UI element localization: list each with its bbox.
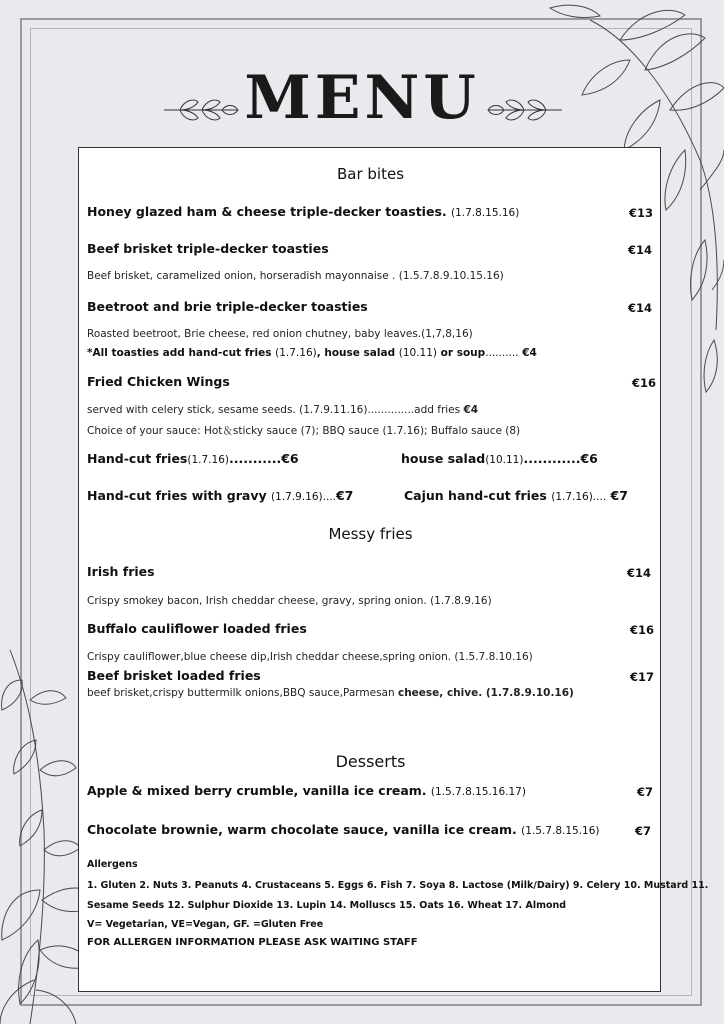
menu-card bbox=[78, 147, 709, 992]
price-buffalo-fries: €16 bbox=[630, 623, 655, 637]
menu-item-hand-cut-fries: Hand-cut fries(1.7.16)...........€6 bbox=[87, 451, 299, 466]
desc-beetroot-toastie: Roasted beetroot, Brie cheese, red onion chutney, baby leaves.(1,7,8,16) bbox=[87, 328, 473, 340]
menu-item-beetroot-toastie: Beetroot and brie triple-decker toasties bbox=[87, 299, 368, 314]
section-heading-messy-fries: Messy fries bbox=[328, 525, 413, 543]
menu-item-chicken-wings: Fried Chicken Wings bbox=[87, 374, 230, 389]
toastie-addon-note: *All toasties add hand-cut fries (1.7.16), house salad (10.11) or soup.......... €4 bbox=[87, 347, 537, 359]
diet-key: V= Vegetarian, VE=Vegan, GF. =Gluten Free bbox=[87, 919, 324, 930]
section-heading-bar-bites: Bar bites bbox=[336, 165, 405, 183]
price-brisket-fries: €17 bbox=[630, 670, 655, 684]
menu-item-buffalo-fries: Buffalo cauliflower loaded fries bbox=[87, 621, 307, 636]
menu-item-brownie: Chocolate brownie, warm chocolate sauce, vanilla ice cream. (1.5.7.8.15.16) bbox=[87, 822, 600, 837]
desc-brisket-fries: beef brisket,crispy buttermilk onions,BBQ sauce,Parmesan cheese, chive. (1.7.8.9.10.16) bbox=[87, 687, 574, 699]
menu-item-crumble: Apple & mixed berry crumble, vanilla ice cream. (1.5.7.8.15.16.17) bbox=[87, 783, 526, 798]
price-brisket-toastie: €14 bbox=[628, 243, 653, 257]
desc-buffalo-fries: Crispy cauliflower,blue cheese dip,Irish cheddar cheese,spring onion. (1.5.7.8.10.16) bbox=[87, 651, 533, 663]
price-crumble: €7 bbox=[637, 785, 654, 799]
menu-title: MENU bbox=[244, 63, 480, 133]
menu-item-irish-fries: Irish fries bbox=[87, 564, 155, 579]
desc-irish-fries: Crispy smokey bacon, Irish cheddar cheese, gravy, spring onion. (1.7.8.9.16) bbox=[87, 595, 492, 607]
menu-item-brisket-toastie: Beef brisket triple-decker toasties bbox=[87, 241, 329, 256]
desc-brisket-toastie: Beef brisket, caramelized onion, horseradish mayonnaise . (1.5.7.8.9.10.15.16) bbox=[87, 270, 504, 282]
allergens-heading: Allergens bbox=[87, 859, 138, 870]
allergens-list-line2: Sesame Seeds 12. Sulphur Dioxide 13. Lupin 14. Molluscs 15. Oats 16. Wheat 17. Almond bbox=[87, 900, 567, 911]
menu-item-hand-cut-gravy: Hand-cut fries with gravy (1.7.9.16)....€7 bbox=[87, 488, 354, 503]
menu-item-ham-toastie: Honey glazed ham & cheese triple-decker toasties. (1.7.8.15.16) bbox=[87, 204, 520, 219]
price-irish-fries: €14 bbox=[627, 566, 652, 580]
allergen-staff-note: FOR ALLERGEN INFORMATION PLEASE ASK WAITING STAFF bbox=[87, 937, 418, 948]
menu-item-cajun-fries: Cajun hand-cut fries (1.7.16).... €7 bbox=[404, 488, 628, 503]
section-heading-desserts: Desserts bbox=[335, 752, 406, 771]
desc-chicken-wings: served with celery stick, sesame seeds. (1.7.9.11.16)..............add fries €4 bbox=[87, 404, 479, 416]
menu-item-brisket-fries: Beef brisket loaded fries bbox=[87, 668, 261, 683]
price-chicken-wings: €16 bbox=[632, 376, 657, 390]
desc-chicken-wings-sauce: Choice of your sauce: Hot＆sticky sauce (7); BBQ sauce (1.7.16); Buffalo sauce (8) bbox=[87, 425, 521, 437]
menu-item-house-salad: house salad(10.11)............€6 bbox=[401, 451, 598, 466]
price-beetroot-toastie: €14 bbox=[628, 301, 653, 315]
allergens-list-line1: 1. Gluten 2. Nuts 3. Peanuts 4. Crustaceans 5. Eggs 6. Fish 7. Soya 8. Lactose (Milk/Dairy) 9. Celery 10. Mustard 11. bbox=[87, 880, 709, 891]
price-ham-toastie: €13 bbox=[629, 206, 654, 220]
price-brownie: €7 bbox=[635, 824, 652, 838]
